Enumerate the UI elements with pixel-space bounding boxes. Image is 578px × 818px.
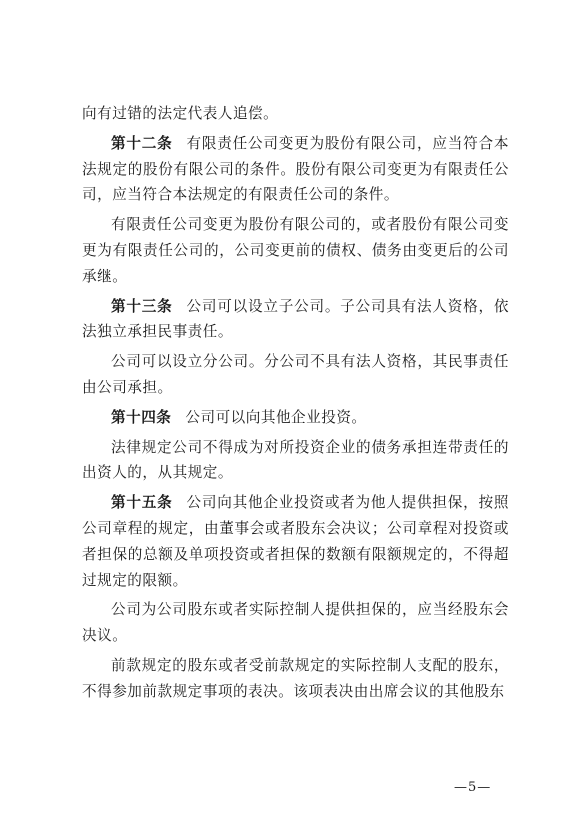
article-14-paragraph-2	[82, 435, 509, 487]
paragraph-text: 公司可以设立子公司。子公司具有法人资格，依法独立承担民事责任。	[82, 297, 509, 341]
article-13-paragraph-2	[82, 349, 509, 401]
article-label: 第十二条	[111, 134, 173, 152]
page-number: —5—	[454, 780, 492, 795]
article-label: 第十三条	[111, 297, 173, 315]
article-13-paragraph-1	[82, 294, 509, 346]
article-12-paragraph-1	[82, 131, 509, 208]
article-label: 第十五条	[111, 494, 173, 512]
paragraph-text: 法律规定公司不得成为对所投资企业的债务承担连带责任的出资人的，从其规定。	[82, 438, 509, 482]
article-15-paragraph-2	[82, 597, 509, 649]
article-12-paragraph-2	[82, 212, 509, 289]
paragraph-text: 公司可以向其他企业投资。	[185, 408, 367, 426]
article-15-paragraph-3	[82, 653, 509, 705]
paragraph-text: 向有过错的法定代表人追偿。	[82, 105, 279, 122]
paragraph-text: 公司向其他企业投资或者为他人提供担保，按照公司章程的规定，由董事会或者股东会决议；公司章程对投资或者担保的总额及单项投资或者担保的数额有限额规定的，不得超过规定的限额。	[82, 494, 509, 589]
paragraph-text: 有限责任公司变更为股份有限公司，应当符合本法规定的股份有限公司的条件。股份有限公司变更为有限责任公司，应当符合本法规定的有限责任公司的条件。	[82, 134, 509, 204]
document-body	[82, 101, 509, 705]
paragraph-text: 前款规定的股东或者受前款规定的实际控制人支配的股东，不得参加前款规定事项的表决。该项表决由出席会议的其他股东	[82, 656, 509, 700]
paragraph-text: 公司为公司股东或者实际控制人提供担保的，应当经股东会决议。	[82, 601, 509, 645]
paragraph-text: 有限责任公司变更为股份有限公司的，或者股份有限公司变更为有限责任公司的，公司变更前的债权、债务由变更后的公司承继。	[82, 216, 509, 285]
article-label: 第十四条	[111, 408, 172, 426]
paragraph-text: 公司可以设立分公司。分公司不具有法人资格，其民事责任由公司承担。	[82, 353, 509, 396]
article-14-paragraph-1	[82, 405, 509, 431]
article-15-paragraph-1	[82, 490, 509, 593]
paragraph-1	[82, 101, 509, 127]
